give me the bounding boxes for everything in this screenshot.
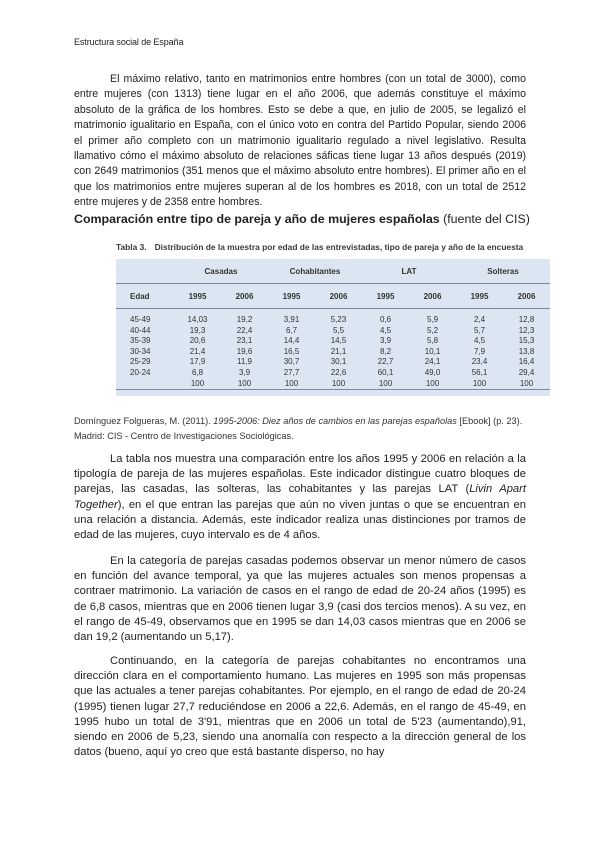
paragraph-text: La tabla nos muestra una comparación entre los años 1995 y 2006 en relación a la tipología de pareja de las mujeres españolas. Este indicador distingue cuatro bloques de parejas, las casadas, las solteras, las cohabitantes y las parejas LAT ( [74, 453, 526, 496]
paragraph-text: El máximo relativo, tanto en matrimonios entre hombres (con un total de 3000), como entre mujeres (con 1313) tiene lugar en el año 2006, que además constituye el máximo absoluto de la gráfica de los hombres. Esto se debe a que, en julio de 2005, se legalizó el matrimonio igualitario en España, con el único voto en contra del Partido Popular, siendo 2006 el primer año completo con un matrimonio igualitario regulado a nivel legislativo. Resulta llamativo cómo el máximo absoluto de relaciones sáficas tiene lugar 13 años después (2019) con 2649 matrimonios (351 menos que el máximo absoluto entre hombres). El primer año en el que los matrimonios entre mujeres superan al de los hombres es 2018, con un total de 2512 entre mujeres y de 2358 entre hombres. [74, 73, 526, 209]
section-heading-source: (fuente del CIS) [443, 212, 530, 226]
value-cell: 11,9 [237, 357, 252, 367]
value-cell: 29,4 [518, 367, 535, 377]
table-row [116, 326, 550, 337]
paragraph-italic-term: Livin Apart Together [74, 483, 526, 511]
year-header: 1995 [456, 284, 503, 309]
value-cell: 3,91 [283, 315, 300, 324]
value-cell: 13,8 [518, 346, 535, 356]
value-cell: 23,1 [236, 336, 253, 346]
value-cell: 12,8 [518, 315, 535, 324]
value-cell: 5,23 [330, 315, 347, 324]
year-header: 2006 [409, 284, 456, 309]
year-header: 2006 [221, 284, 268, 309]
value-cell: 5,2 [426, 325, 439, 335]
table-row [116, 379, 550, 390]
edad-header: Edad [116, 284, 174, 309]
table-row [116, 357, 550, 368]
value-cell: 7,9 [473, 346, 486, 356]
value-cell: 100 [362, 379, 409, 390]
value-cell: 15,3 [518, 336, 535, 346]
table-caption-text: Distribución de la muestra por edad de las entrevistadas, tipo de pareja y año de la encuesta [154, 242, 524, 252]
value-cell: 100 [268, 379, 315, 390]
year-header: 2006 [503, 284, 550, 309]
value-cell: 5,9 [426, 315, 439, 324]
value-cell: 21,4 [189, 346, 206, 356]
value-cell: 14,4 [283, 336, 300, 346]
table-group-header-row [116, 259, 550, 284]
value-cell: 100 [456, 379, 503, 390]
value-cell: 100 [221, 379, 268, 390]
value-cell: 19,3 [189, 325, 206, 335]
age-range-cell: 35-39 [130, 336, 151, 346]
age-range-cell [116, 379, 174, 390]
value-cell: 10,1 [424, 346, 441, 356]
value-cell: 5,7 [473, 325, 486, 335]
value-cell: 23,4 [471, 357, 488, 367]
paragraph-casadas [74, 554, 526, 645]
table-row [116, 368, 550, 379]
paragraph-table-description [74, 452, 526, 543]
value-cell: 24,1 [424, 357, 441, 367]
section-heading [74, 212, 534, 226]
value-cell: 49,0 [424, 367, 441, 377]
distribution-table [116, 259, 550, 396]
citation-title: 1995-2006: Diez años de cambios en las parejas españolas [213, 416, 457, 426]
value-cell: 30,1 [330, 357, 347, 367]
value-cell: 22,6 [330, 367, 347, 377]
value-cell: 8,2 [379, 346, 392, 356]
group-header-casadas: Casadas [174, 259, 268, 284]
value-cell: 14,5 [330, 336, 347, 346]
value-cell: 6,7 [285, 325, 298, 335]
year-header: 1995 [174, 284, 221, 309]
table-corner-cell [116, 259, 174, 284]
value-cell: 3,9 [238, 367, 251, 377]
running-header: Estructura social de España [74, 37, 184, 47]
value-cell: 14,03 [187, 315, 208, 324]
value-cell: 5,8 [426, 336, 439, 346]
value-cell: 5,5 [332, 325, 345, 335]
value-cell: 100 [409, 379, 456, 390]
group-header-solteras: Solteras [456, 259, 550, 284]
value-cell: 17,9 [189, 357, 206, 367]
age-range-cell: 25-29 [130, 357, 151, 367]
group-header-cohabitantes: Cohabitantes [268, 259, 362, 284]
table-row [116, 315, 550, 326]
value-cell: 19,6 [236, 346, 253, 356]
value-cell: 4,5 [473, 336, 486, 346]
age-range-cell: 45-49 [130, 315, 151, 324]
paragraph-marriage-maximum [74, 72, 526, 211]
group-header-lat: LAT [362, 259, 456, 284]
value-cell: 100 [315, 379, 362, 390]
citation-publisher: [Ebook] (p. 23). Madrid: CIS - Centro de Investigaciones Sociológicas. [74, 416, 523, 441]
table-row [116, 347, 550, 358]
value-cell: 16,5 [283, 346, 300, 356]
year-header: 1995 [268, 284, 315, 309]
value-cell: 60,1 [377, 367, 394, 377]
value-cell: 100 [174, 379, 221, 390]
paragraph-cohabitantes [74, 654, 526, 760]
value-cell: 56,1 [471, 367, 488, 377]
value-cell: 16,4 [518, 357, 535, 367]
table-caption-number: Tabla 3. [116, 242, 147, 252]
value-cell: 3,9 [379, 336, 392, 346]
table-source-citation [74, 414, 534, 443]
age-range-cell: 40-44 [130, 325, 151, 335]
paragraph-text: Continuando, en la categoría de parejas cohabitantes no encontramos una dirección clara en el comportamiento humano. Las mujeres en 1995 son más propensas que las actuales a tener parejas cohabitantes. Por ejemplo, en el rango de edad de 20-24 (1995) tienen lugar 27,7 reduciéndose en 2006 a 22,6. Además, en el rango de 45-49, en 1995 hubo un total de 3'91, mientras que en 2006 un total de 5'23 (aumentando),91, siendo en 2006 de 5,23, siendo una anomalía con respecto a la dirección general de los datos (bueno, aquí yo creo que está bastante disperso, no hay [74, 655, 526, 759]
paragraph-text: ), en el que entran las parejas que aún no viven juntas o que se encuentran en una relación a distancia. Además, este indicador realiza unas distinciones por tramos de edad de las mujeres, cuyo intervalo es de 4 años. [74, 498, 526, 542]
value-cell: 100 [503, 379, 550, 390]
table-caption [116, 242, 536, 252]
year-header: 1995 [362, 284, 409, 309]
value-cell: 2,4 [473, 315, 486, 324]
value-cell: 21,1 [330, 346, 347, 356]
age-range-cell: 30-34 [130, 346, 151, 356]
value-cell: 27,7 [283, 367, 300, 377]
year-header: 2006 [315, 284, 362, 309]
citation-author: Domínguez Folgueras, M. (2011). [74, 416, 214, 426]
table-body [116, 315, 550, 396]
paragraph-text: En la categoría de parejas casadas podemos observar un menor número de casos en función del avance temporal, ya que las mujeres actuales son menos propensas a contraer matrimonio. La variación de casos en el rango de edad de 20-24 años (1995) es de 6,8 casos, mientras que en 2006 tienen lugar 3,9 (casi dos tercios menos). A su vez, en el rango de 45-49, observamos que en 1995 se dan 14,03 casos mientras que en 2006 se dan 19,2 (aumentando un 5,17). [74, 555, 526, 644]
age-range-cell: 20-24 [130, 367, 151, 377]
value-cell: 19,2 [236, 315, 253, 324]
value-cell: 20,6 [189, 336, 206, 346]
value-cell: 12,3 [518, 325, 535, 335]
value-cell: 30,7 [283, 357, 300, 367]
table-row [116, 336, 550, 347]
section-heading-title: Comparación entre tipo de pareja y año de mujeres españolas [74, 212, 440, 226]
value-cell: 22,4 [236, 325, 253, 335]
value-cell: 4,5 [379, 325, 392, 335]
value-cell: 6,8 [191, 367, 204, 377]
table-year-header-row [116, 284, 550, 309]
value-cell: 22,7 [377, 357, 394, 367]
value-cell: 0,6 [379, 315, 392, 324]
